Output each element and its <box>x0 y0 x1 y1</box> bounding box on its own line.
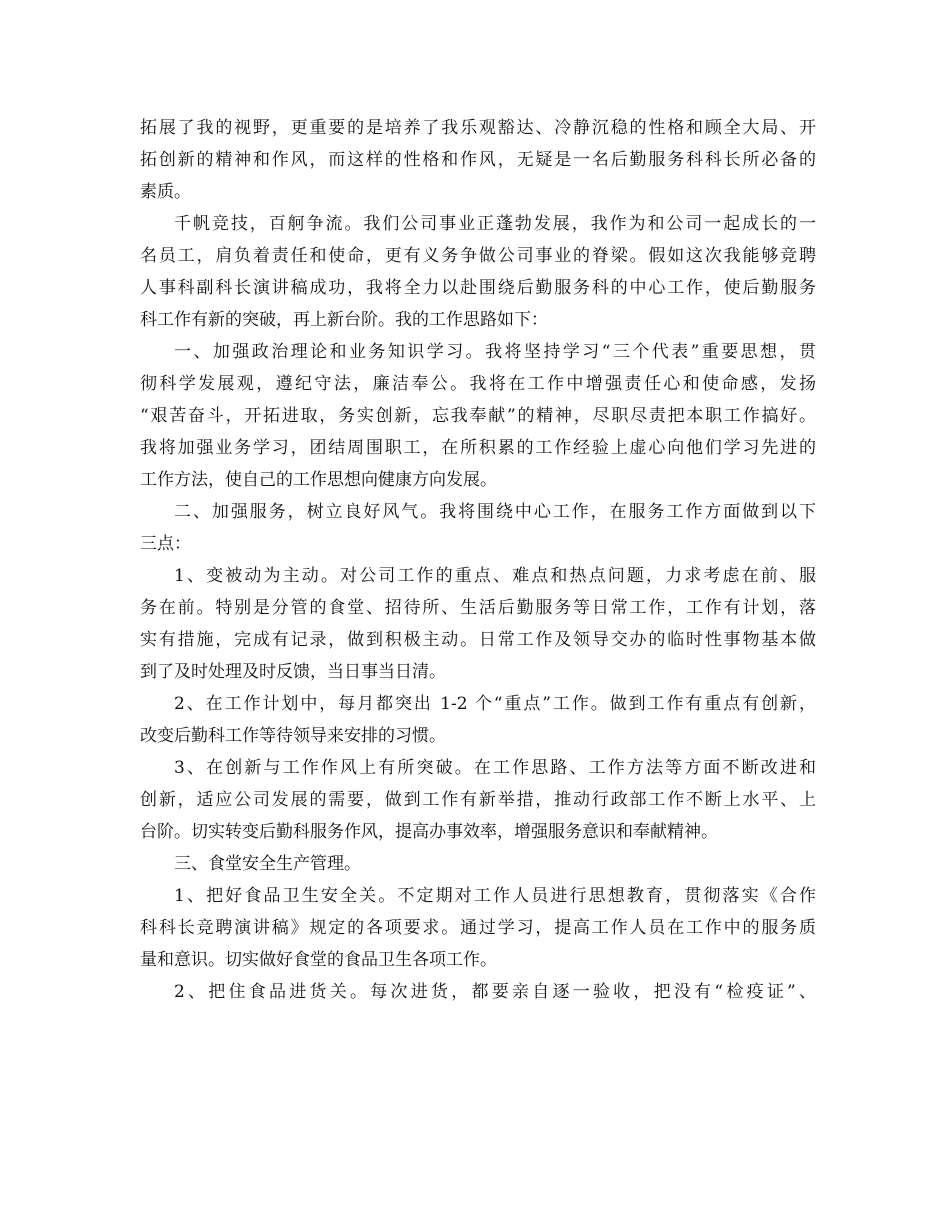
text-line: 2、在工作计划中，每月都突出 1-2 个“重点”工作。做到工作有重点有创新， <box>174 694 816 714</box>
text-line: 人事科副科长演讲稿成功，我将全力以赴围绕后勤服务科的中心工作，使后勤服务 <box>140 278 816 298</box>
text-line: 名员工，肩负着责任和使命，更有义务争做公司事业的脊梁。假如这次我能够竞聘 <box>140 246 816 266</box>
text-line: 三点： <box>140 534 191 554</box>
text-line: 一、加强政治理论和业务知识学习。我将坚持学习“三个代表”重要思想，贯 <box>174 342 816 362</box>
text-line: 千帆竞技，百舸争流。我们公司事业正蓬勃发展，我作为和公司一起成长的一 <box>174 214 816 234</box>
text-line: 拓创新的精神和作风，而这样的性格和作风，无疑是一名后勤服务科科长所必备的 <box>140 150 816 170</box>
text-line: 实有措施，完成有记录，做到积极主动。日常工作及领导交办的临时性事物基本做 <box>140 630 816 650</box>
text-line: 1、把好食品卫生安全关。不定期对工作人员进行思想教育，贯彻落实《合作 <box>174 886 816 906</box>
text-line: 二、加强服务，树立良好风气。我将围绕中心工作，在服务工作方面做到以下 <box>174 502 816 522</box>
text-line: 科工作有新的突破，再上新台阶。我的工作思路如下： <box>140 310 548 330</box>
text-line: 科科长竞聘演讲稿》规定的各项要求。通过学习，提高工作人员在工作中的服务质 <box>140 918 816 938</box>
text-line: 三、食堂安全生产管理。 <box>174 854 361 874</box>
body-text <box>140 112 816 1008</box>
text-line: 我将加强业务学习，团结周围职工，在所积累的工作经验上虚心向他们学习先进的 <box>140 438 816 458</box>
text-line: 台阶。切实转变后勤科服务作风，提高办事效率，增强服务意识和奉献精神。 <box>140 822 718 842</box>
text-line: 到了及时处理及时反馈，当日事当日清。 <box>140 662 446 682</box>
text-line: 1、变被动为主动。对公司工作的重点、难点和热点问题，力求考虑在前、服 <box>174 566 816 586</box>
text-line: 素质。 <box>140 182 191 202</box>
text-line: 2、把住食品进货关。每次进货，都要亲自逐一验收，把没有“检疫证”、 <box>174 982 816 1002</box>
text-line: 工作方法，使自己的工作思想向健康方向发展。 <box>140 470 497 490</box>
text-line: 创新，适应公司发展的需要，做到工作有新举措，推动行政部工作不断上水平、上 <box>140 790 816 810</box>
text-line: “艰苦奋斗，开拓进取，务实创新，忘我奉献”的精神，尽职尽责把本职工作搞好。 <box>140 406 816 426</box>
text-line: 3、在创新与工作作风上有所突破。在工作思路、工作方法等方面不断改进和 <box>174 758 816 778</box>
text-line: 改变后勤科工作等待领导来安排的习惯。 <box>140 726 446 746</box>
text-line: 务在前。特别是分管的食堂、招待所、生活后勤服务等日常工作，工作有计划，落 <box>140 598 816 618</box>
text-line: 拓展了我的视野，更重要的是培养了我乐观豁达、冷静沉稳的性格和顾全大局、开 <box>140 118 816 138</box>
text-line: 量和意识。切实做好食堂的食品卫生各项工作。 <box>140 950 497 970</box>
text-line: 彻科学发展观，遵纪守法，廉洁奉公。我将在工作中增强责任心和使命感，发扬 <box>140 374 816 394</box>
